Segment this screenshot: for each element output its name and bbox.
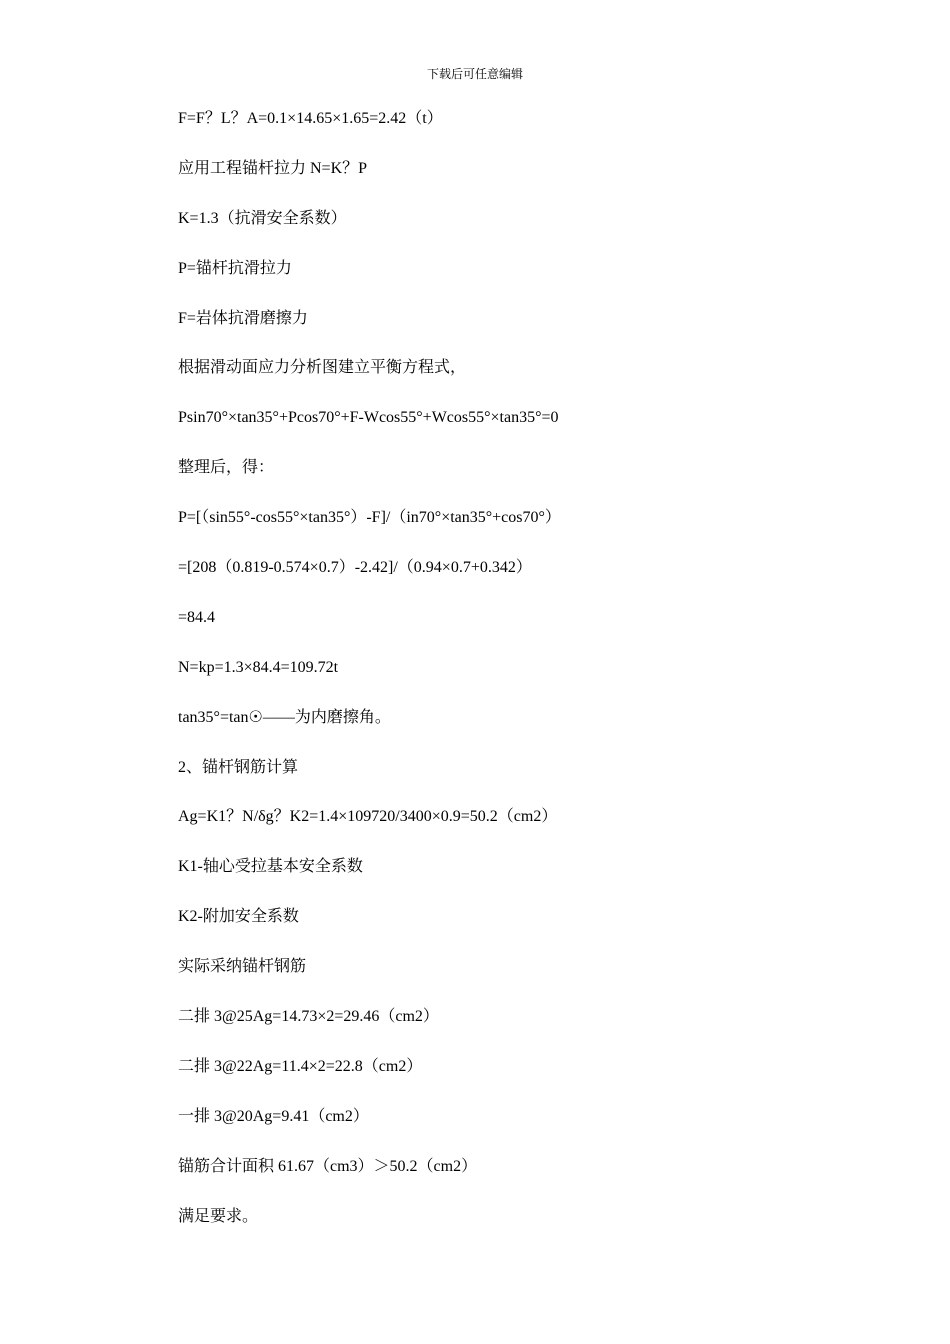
section-heading: 2、锚杆钢筋计算 <box>178 758 299 776</box>
text-line: 整理后，得： <box>178 459 275 477</box>
text-line: 锚筋合计面积 61.67（cm3）＞50.2（cm2） <box>178 1157 478 1175</box>
text-line: K2-附加安全系数 <box>178 908 299 926</box>
equation-line: Ag=K1？N/δg？K2=1.4×109720/3400×0.9=50.2（cm2） <box>178 808 558 826</box>
text-line: K=1.3（抗滑安全系数） <box>178 209 347 227</box>
document-body <box>178 107 878 1254</box>
text-line: 满足要求。 <box>178 1207 259 1225</box>
text-line: K1-轴心受拉基本安全系数 <box>178 858 363 876</box>
text-line: 实际采纳锚杆钢筋 <box>178 958 307 976</box>
text-line: 二排 3@25Ag=14.73×2=29.46（cm2） <box>178 1008 439 1026</box>
text-line: 根据滑动面应力分析图建立平衡方程式， <box>178 359 467 377</box>
equation-line: =[208（0.819-0.574×0.7）-2.42]/（0.94×0.7+0.342） <box>178 559 532 577</box>
text-line: 应用工程锚杆拉力 N=K？P <box>178 159 368 177</box>
text-line: tan35°=tan☉——为内磨擦角。 <box>178 708 391 726</box>
equation-line: Psin70°×tan35°+Pcos70°+F-Wcos55°+Wcos55°×tan35°=0 <box>178 409 559 427</box>
text-line: P=锚杆抗滑拉力 <box>178 259 292 277</box>
equation-line: N=kp=1.3×84.4=109.72t <box>178 658 339 676</box>
page-header: 下载后可任意编辑 <box>426 67 523 81</box>
equation-line: P=[（sin55°-cos55°×tan35°）-F]/（in70°×tan35°+cos70°） <box>178 509 561 527</box>
text-line: F=岩体抗滑磨擦力 <box>178 309 308 327</box>
text-line: 二排 3@22Ag=11.4×2=22.8（cm2） <box>178 1057 423 1075</box>
equation-line: =84.4 <box>178 608 216 626</box>
text-line: 一排 3@20Ag=9.41（cm2） <box>178 1107 369 1125</box>
text-line: F=F？L？A=0.1×14.65×1.65=2.42（t） <box>178 110 443 127</box>
